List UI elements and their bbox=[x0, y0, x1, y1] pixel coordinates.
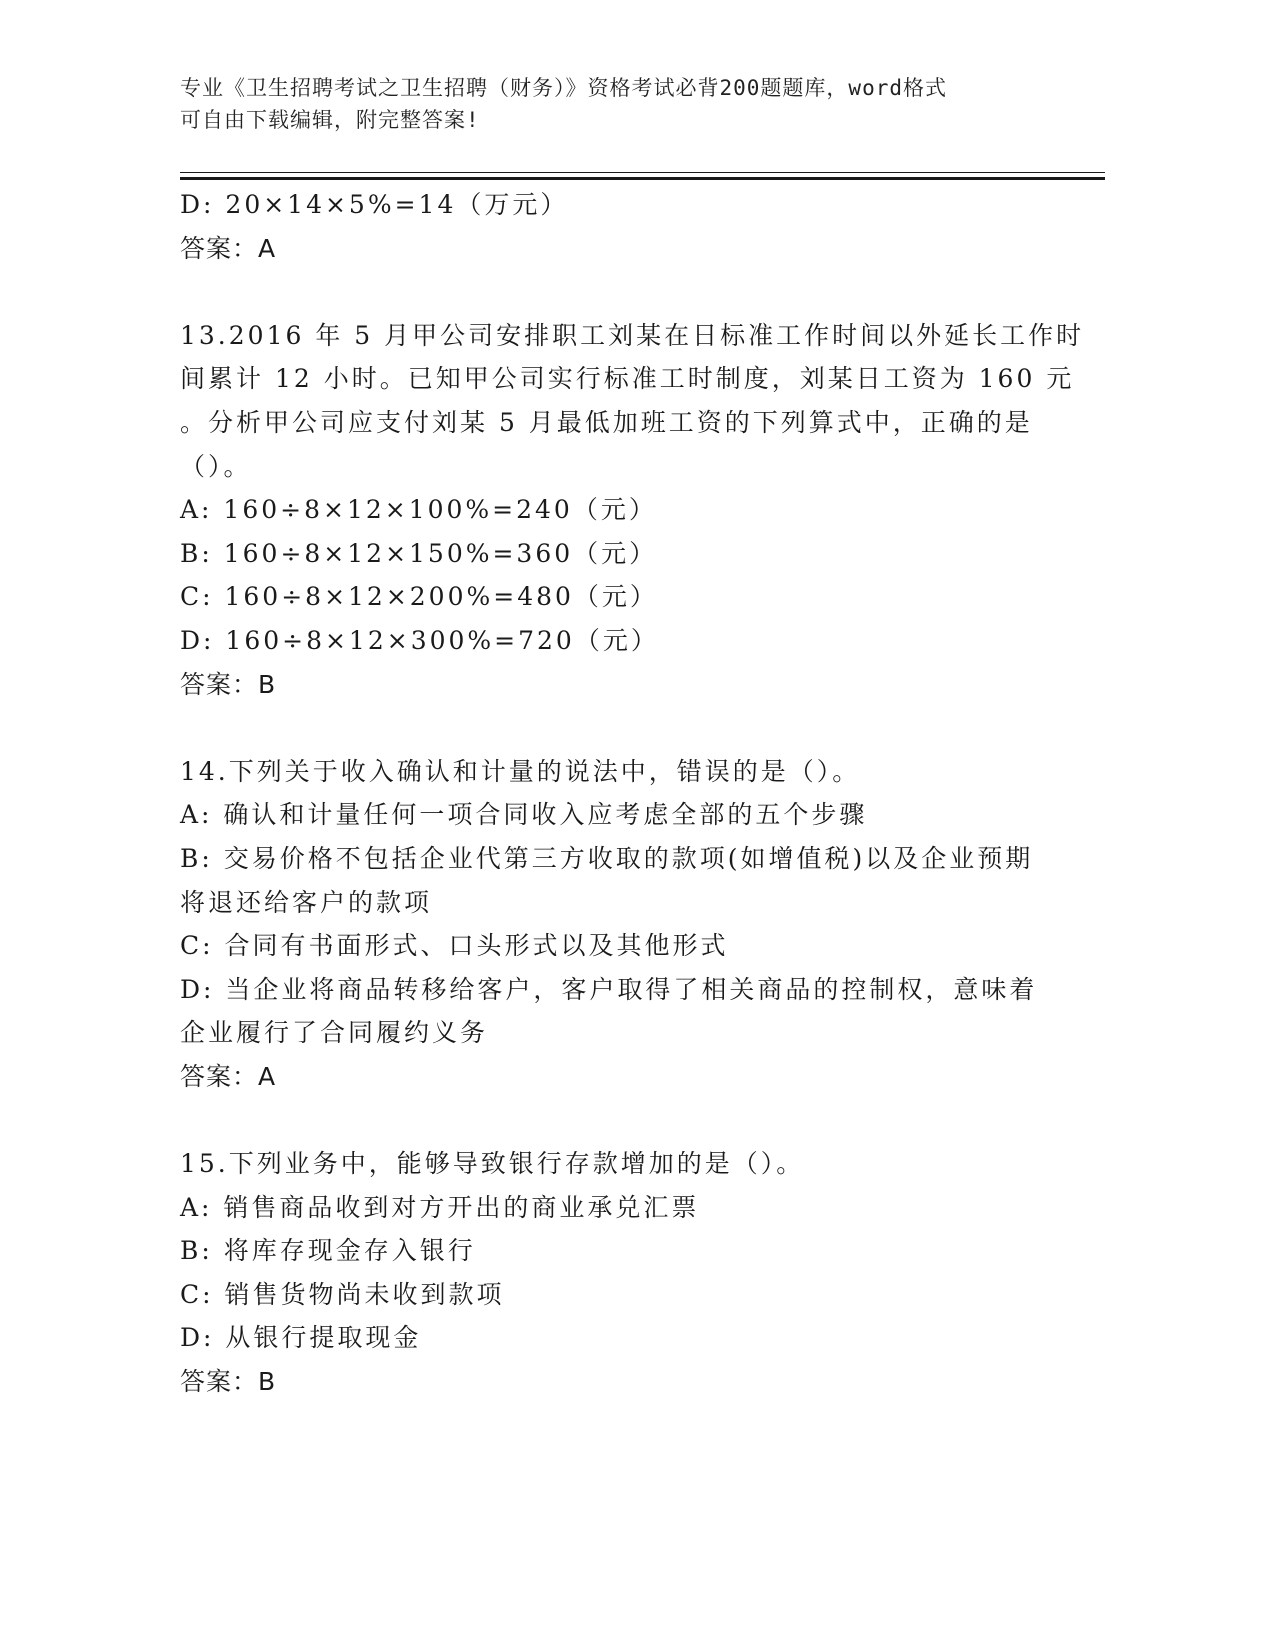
question-stem: （）。 bbox=[180, 451, 252, 481]
question-stem: 。分析甲公司应支付刘某 5 月最低加班工资的下列算式中，正确的是 bbox=[180, 407, 1033, 437]
answer: 答案：B bbox=[180, 669, 277, 699]
question-stem: 间累计 12 小时。已知甲公司实行标准工时制度，刘某日工资为 160 元 bbox=[180, 364, 1075, 394]
option-a: A: 确认和计量任何一项合同收入应考虑全部的五个步骤 bbox=[180, 800, 868, 830]
option-c: C: 销售货物尚未收到款项 bbox=[180, 1279, 505, 1309]
answer: 答案：A bbox=[180, 233, 277, 263]
option-a: A: 160÷8×12×100%=240（元） bbox=[180, 495, 657, 525]
option-d: D: 从银行提取现金 bbox=[180, 1323, 422, 1353]
header-line-1: 专业《卫生招聘考试之卫生招聘（财务）》资格考试必背200题题库，word格式 bbox=[180, 76, 947, 100]
question-content bbox=[180, 183, 1085, 1404]
option-d: D: 160÷8×12×300%=720（元） bbox=[180, 625, 659, 655]
option-b: B: 交易价格不包括企业代第三方收取的款项(如增值税)以及企业预期 bbox=[180, 843, 1034, 873]
question-stem: 13.2016 年 5 月甲公司安排职工刘某在日标准工作时间以外延长工作时 bbox=[180, 320, 1085, 350]
question-stem: 14.下列关于收入确认和计量的说法中，错误的是（）。 bbox=[180, 756, 861, 786]
option-b-continued: 将退还给客户的款项 bbox=[180, 887, 433, 917]
option-d-continued: 企业履行了合同履约义务 bbox=[180, 1018, 489, 1048]
option-d: D: 当企业将商品转移给客户，客户取得了相关商品的控制权，意味着 bbox=[180, 974, 1038, 1004]
option-b: B: 将库存现金存入银行 bbox=[180, 1236, 476, 1266]
page-header bbox=[180, 72, 1060, 136]
option-b: B: 160÷8×12×150%=360（元） bbox=[180, 538, 658, 568]
option-d: D: 20×14×5%=14（万元） bbox=[180, 190, 569, 219]
previous-question-tail bbox=[180, 183, 1060, 270]
option-c: C: 160÷8×12×200%=480（元） bbox=[180, 582, 658, 612]
question-stem: 15.下列业务中，能够导致银行存款增加的是（）。 bbox=[180, 1149, 805, 1179]
header-line-2: 可自由下载编辑，附完整答案! bbox=[180, 108, 480, 132]
question-13 bbox=[180, 314, 1085, 706]
header-divider-thin bbox=[180, 172, 1105, 173]
question-14 bbox=[180, 750, 1060, 1099]
option-a: A: 销售商品收到对方开出的商业承兑汇票 bbox=[180, 1192, 700, 1222]
header-divider-thick bbox=[180, 177, 1105, 180]
option-c: C: 合同有书面形式、口头形式以及其他形式 bbox=[180, 931, 729, 961]
answer: 答案：A bbox=[180, 1061, 277, 1091]
answer: 答案：B bbox=[180, 1367, 277, 1397]
question-15 bbox=[180, 1142, 1060, 1404]
